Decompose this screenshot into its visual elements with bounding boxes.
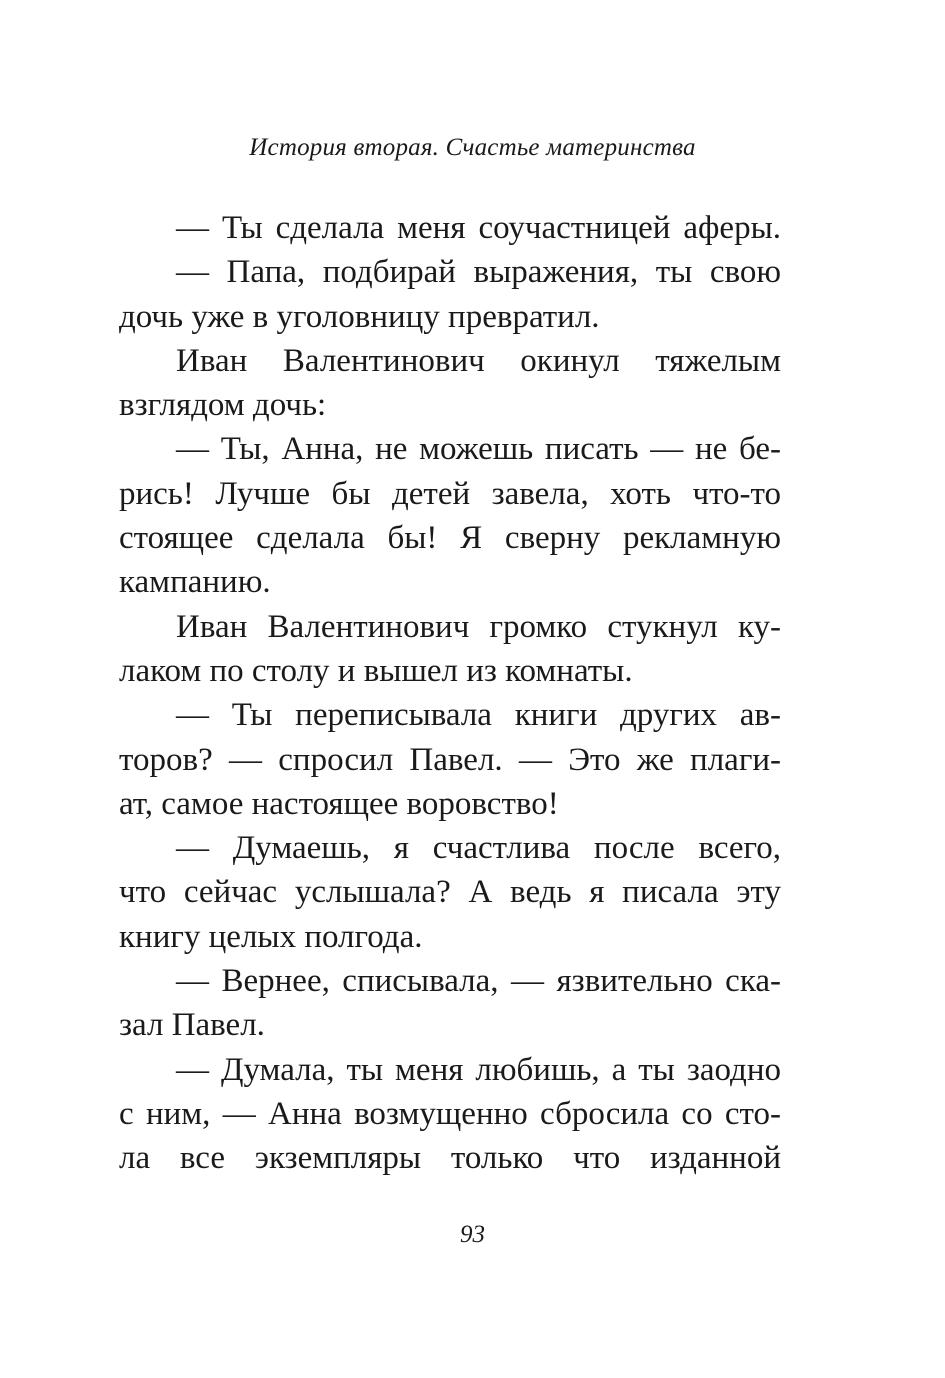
text-line: — Думала, ты меня любишь, а ты заодно — [176, 1051, 781, 1088]
text-line: дочь уже в уголовницу превратил. — [119, 298, 600, 335]
text-line: кампанию. — [119, 564, 271, 601]
text-line: стоящее сделала бы! Я сверну рекламную — [119, 520, 781, 557]
body-text — [119, 206, 781, 1181]
text-line: ат, самое настоящее воровство! — [119, 785, 559, 822]
text-line: — Ты переписывала книги других ав- — [176, 697, 781, 734]
text-line: книгу целых полгода. — [119, 918, 423, 955]
text-line: — Ты сделала меня соучастницей аферы. — [176, 210, 781, 246]
text-line: рись! Лучше бы детей завела, хоть что-то — [119, 475, 781, 512]
text-line: торов? — спросил Павел. — Это же плаги- — [119, 741, 781, 778]
text-line: Иван Валентинович громко стукнул ку- — [176, 608, 781, 645]
text-line: ла все экземпляры только что изданной — [119, 1140, 781, 1177]
page-number: 93 — [460, 1221, 485, 1248]
text-line: взглядом дочь: — [119, 387, 327, 424]
text-line: — Вернее, списывала, — язвительно ска- — [176, 963, 781, 1000]
text-line: — Папа, подбирай выражения, ты свою — [176, 254, 781, 291]
text-line: — Ты, Анна, не можешь писать — не бе- — [176, 431, 781, 468]
text-line: лаком по столу и вышел из комнаты. — [119, 652, 633, 689]
text-line: — Думаешь, я счастлива после всего, — [176, 830, 781, 867]
text-line: с ним, — Анна возмущенно сбросила со сто- — [119, 1095, 781, 1132]
text-line: зал Павел. — [119, 1007, 265, 1044]
text-line: Иван Валентинович окинул тяжелым — [176, 342, 781, 379]
running-head: История вторая. Счастье материнства — [249, 134, 696, 161]
text-line: что сейчас услышала? А ведь я писала эту — [119, 874, 781, 911]
